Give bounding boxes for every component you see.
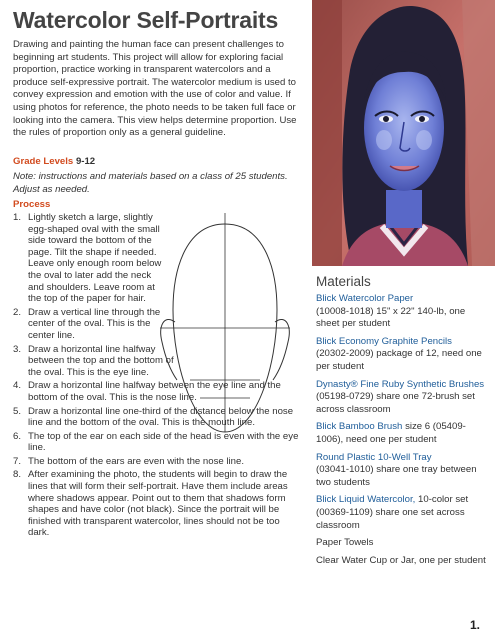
page-number: 1. bbox=[469, 618, 480, 632]
process-step-2: 2. Draw a vertical line through the center of the oval. This is the center line. bbox=[13, 306, 161, 341]
grade-levels-value: 9-12 bbox=[75, 156, 96, 167]
materials-item-link[interactable]: Blick Liquid Watercolor, bbox=[316, 494, 416, 506]
materials-list bbox=[316, 293, 486, 572]
materials-item-link[interactable]: Round Plastic 10-Well Tray bbox=[316, 451, 432, 463]
materials-item: Blick Bamboo Brush size 6 (05409-1006), need one per student bbox=[316, 421, 466, 445]
materials-item-link[interactable]: Blick Bamboo Brush bbox=[316, 421, 403, 433]
materials-item: Round Plastic 10-Well Tray (03041-1010) share one tray between two students bbox=[316, 451, 477, 488]
materials-item: Blick Liquid Watercolor, 10-color set (00369-1109) share one set across classroom bbox=[316, 494, 469, 531]
materials-item-link[interactable]: Dynasty® Fine Ruby Synthetic Brushes bbox=[316, 378, 485, 390]
left-ear bbox=[161, 319, 177, 380]
materials-item: Paper Towels bbox=[316, 537, 374, 549]
materials-item-link[interactable]: Blick Watercolor Paper bbox=[316, 293, 414, 304]
grade-levels-label: Grade Levels bbox=[13, 156, 74, 167]
portrait-neck bbox=[386, 190, 422, 228]
right-ear bbox=[273, 319, 289, 380]
process-step-3: 3. Draw a horizontal line halfway between the top and the bottom of the oval. This is the eye line. bbox=[13, 343, 174, 378]
page-title: Watercolor Self-Portraits bbox=[13, 7, 279, 33]
process-step-1: 1. Lightly sketch a large, slightly egg-shaped oval with the small side toward the bottom of the page. Tilt the shape if needed. Leave only enough room below the oval to later add the neck and shoulders. Leave room at the top of the paper for hair. bbox=[13, 212, 162, 305]
materials-item: Blick Economy Graphite Pencils (20302-2009) package of 12, need one per student bbox=[316, 335, 482, 372]
process-step-4: 4. Draw a horizontal line halfway between the eye line and the bottom of the oval. This is the nose line. bbox=[13, 380, 281, 403]
head-proportion-diagram bbox=[150, 210, 300, 475]
materials-heading: Materials bbox=[316, 274, 371, 289]
class-size-note: Note: instructions and materials based on a class of 25 students. Adjust as needed. bbox=[13, 171, 288, 195]
intro-paragraph: Drawing and painting the human face can present challenges to beginning art students. This project will allow for exploring facial proportion, practice working in transparent watercolors and a produce self-expressive portrait. The watercolor medium is used to convey expression and emotion with the use of color and value. If using photos for reference, the photo needs to be taken full face or looking into the camera. This view helps determine proportion. Use the rules of proportion only as a general guideline. bbox=[13, 39, 297, 139]
process-step-6: 6. The top of the ear on each side of the head is even with the eye line. bbox=[13, 430, 299, 454]
watercolor-portrait-image bbox=[312, 0, 495, 266]
grade-levels bbox=[13, 156, 95, 167]
process-step-7: 7. The bottom of the ears are even with the nose line. bbox=[13, 455, 244, 467]
portrait-face bbox=[364, 65, 444, 191]
materials-item: Dynasty® Fine Ruby Synthetic Brushes (05198-0729) share one 72-brush set across classroom bbox=[316, 378, 485, 415]
materials-item: Blick Watercolor Paper (10008-1018) 15" x 22" 140-lb, one sheet per student bbox=[316, 293, 466, 330]
materials-item-link[interactable]: Blick Economy Graphite Pencils bbox=[316, 335, 452, 347]
process-step-8: 8. After examining the photo, the students will begin to draw the lines that will form their self-portrait. Have them include areas where shadows appear. Point out to them that shadows form shapes and have color (not black). Since the portrait will be finished with transparent watercolor, lines should not be too dark. bbox=[13, 469, 288, 539]
process-step-5: 5. Draw a horizontal line one-third of the distance below the nose line and the bottom of the oval. This is the mouth line. bbox=[13, 405, 294, 429]
process-heading: Process bbox=[13, 199, 51, 210]
materials-item: Clear Water Cup or Jar, one per student bbox=[316, 554, 486, 566]
